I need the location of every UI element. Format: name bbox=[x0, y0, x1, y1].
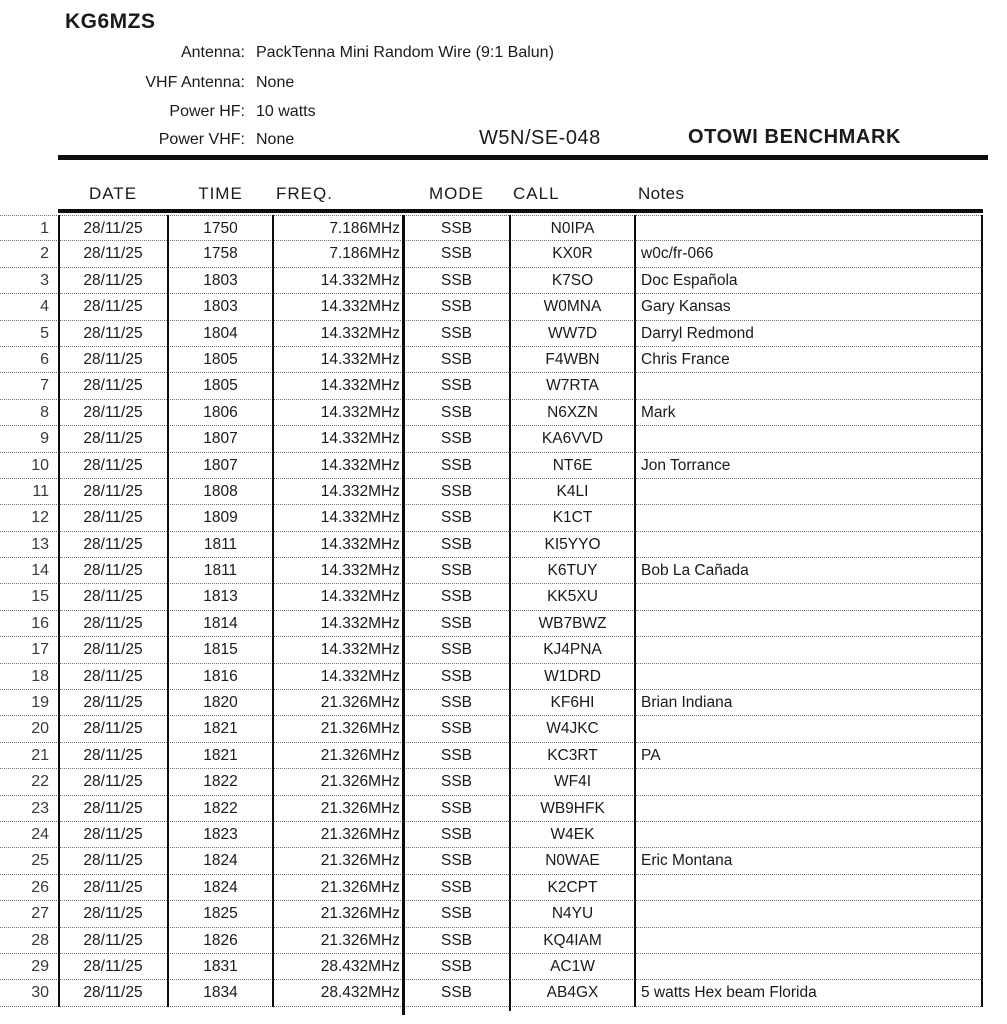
time-cell: 1807 bbox=[203, 430, 238, 448]
power-vhf-value: None bbox=[256, 131, 295, 148]
notes-cell bbox=[635, 505, 983, 530]
mode-call-separator bbox=[509, 215, 511, 1011]
time-cell: 1811 bbox=[203, 562, 238, 580]
date-cell: 28/11/25 bbox=[83, 667, 143, 685]
time-cell: 1824 bbox=[203, 852, 238, 870]
antenna-value: PackTenna Mini Random Wire (9:1 Balun) bbox=[256, 44, 554, 61]
date-cell: 28/11/25 bbox=[83, 535, 143, 553]
mode-cell: SSB bbox=[440, 298, 472, 316]
mode-cell: SSB bbox=[440, 931, 472, 949]
frequency-cell: 28.432MHz bbox=[320, 957, 400, 975]
log-table-row bbox=[0, 268, 983, 294]
mode-cell: SSB bbox=[440, 694, 472, 712]
row-number-cell: 30 bbox=[31, 984, 49, 1002]
callsign-cell: KJ4PNA bbox=[543, 641, 602, 659]
row-number-cell: 23 bbox=[31, 799, 49, 817]
notes-cell: 5 watts Hex beam Florida bbox=[641, 984, 817, 1002]
time-cell: 1823 bbox=[203, 825, 238, 843]
notes-cell: Mark bbox=[641, 403, 676, 421]
mode-cell: SSB bbox=[440, 403, 472, 421]
frequency-cell: 21.326MHz bbox=[320, 694, 400, 712]
log-table-row bbox=[0, 584, 983, 610]
mode-cell: SSB bbox=[440, 852, 472, 870]
date-cell: 28/11/25 bbox=[83, 350, 143, 368]
row-number-cell: 22 bbox=[31, 773, 49, 791]
notes-cell bbox=[635, 796, 983, 821]
row-number-cell: 16 bbox=[31, 614, 49, 632]
row-number-cell: 12 bbox=[31, 509, 49, 527]
time-cell: 1826 bbox=[203, 931, 238, 949]
callsign-cell: K7SO bbox=[551, 271, 594, 289]
date-cell: 28/11/25 bbox=[83, 878, 143, 896]
column-header-mode: MODE bbox=[429, 184, 484, 203]
time-cell: 1821 bbox=[203, 746, 238, 764]
callsign-cell: W0MNA bbox=[543, 298, 602, 316]
callsign-cell: K2CPT bbox=[547, 878, 598, 896]
info-row-power-vhf bbox=[0, 131, 294, 149]
log-table-row bbox=[0, 664, 983, 690]
date-cell: 28/11/25 bbox=[83, 773, 143, 791]
log-table-row bbox=[0, 769, 983, 795]
row-number-cell: 4 bbox=[40, 298, 49, 316]
date-cell: 28/11/25 bbox=[83, 588, 143, 606]
callsign-cell: KC3RT bbox=[547, 746, 598, 764]
callsign-cell: W4JKC bbox=[546, 720, 599, 738]
notes-cell: Bob La Cañada bbox=[641, 562, 749, 580]
notes-cell bbox=[635, 822, 983, 847]
mode-cell: SSB bbox=[440, 799, 472, 817]
row-number-cell: 14 bbox=[31, 562, 49, 580]
row-number-cell: 13 bbox=[31, 535, 49, 553]
notes-cell bbox=[635, 426, 983, 451]
mode-cell: SSB bbox=[440, 245, 472, 263]
row-number-cell: 18 bbox=[31, 667, 49, 685]
frequency-cell: 14.332MHz bbox=[320, 350, 400, 368]
notes-cell bbox=[635, 954, 983, 979]
freq-mode-separator bbox=[402, 215, 405, 1015]
log-table-row bbox=[0, 505, 983, 531]
callsign-cell: AC1W bbox=[550, 957, 595, 975]
row-number-cell: 1 bbox=[40, 220, 49, 237]
row-number-cell: 15 bbox=[31, 588, 49, 606]
notes-cell bbox=[635, 716, 983, 741]
row-number-cell: 19 bbox=[31, 694, 49, 712]
callsign-cell: N0IPA bbox=[550, 220, 595, 237]
header-divider-rule bbox=[58, 155, 988, 160]
row-number-cell: 28 bbox=[31, 931, 49, 949]
time-cell: 1803 bbox=[203, 298, 238, 316]
log-table-row bbox=[0, 426, 983, 452]
column-header-notes: Notes bbox=[638, 184, 685, 203]
log-table-row bbox=[0, 848, 983, 874]
log-table-row bbox=[0, 215, 983, 241]
mode-cell: SSB bbox=[440, 220, 472, 237]
frequency-cell: 21.326MHz bbox=[320, 799, 400, 817]
frequency-cell: 14.332MHz bbox=[320, 430, 400, 448]
callsign-cell: N0WAE bbox=[545, 852, 600, 870]
date-cell: 28/11/25 bbox=[83, 298, 143, 316]
mode-cell: SSB bbox=[440, 456, 472, 474]
date-cell: 28/11/25 bbox=[83, 220, 143, 237]
date-cell: 28/11/25 bbox=[83, 641, 143, 659]
notes-cell bbox=[635, 637, 983, 662]
date-cell: 28/11/25 bbox=[83, 403, 143, 421]
log-table-row bbox=[0, 980, 983, 1006]
log-table-row bbox=[0, 321, 983, 347]
row-number-cell: 2 bbox=[40, 245, 49, 263]
antenna-label: Antenna: bbox=[180, 44, 245, 61]
callsign-cell: WB7BWZ bbox=[538, 614, 607, 632]
time-cell: 1809 bbox=[203, 509, 238, 527]
log-table-row bbox=[0, 690, 983, 716]
callsign-cell: WB9HFK bbox=[540, 799, 605, 817]
frequency-cell: 14.332MHz bbox=[320, 482, 400, 500]
callsign-cell: K6TUY bbox=[547, 562, 598, 580]
frequency-cell: 14.332MHz bbox=[320, 271, 400, 289]
time-cell: 1816 bbox=[203, 667, 238, 685]
time-cell: 1822 bbox=[203, 799, 238, 817]
date-time-separator bbox=[167, 215, 169, 1007]
time-cell: 1834 bbox=[203, 984, 238, 1002]
time-cell: 1825 bbox=[203, 905, 238, 923]
date-cell: 28/11/25 bbox=[83, 430, 143, 448]
frequency-cell: 14.332MHz bbox=[320, 403, 400, 421]
callsign-cell: AB4GX bbox=[546, 984, 599, 1002]
time-cell: 1806 bbox=[203, 403, 238, 421]
row-number-cell: 6 bbox=[40, 350, 49, 368]
row-number-cell: 24 bbox=[31, 825, 49, 843]
log-table-row bbox=[0, 558, 983, 584]
frequency-cell: 21.326MHz bbox=[320, 720, 400, 738]
column-header-time: TIME bbox=[198, 184, 243, 203]
date-cell: 28/11/25 bbox=[83, 825, 143, 843]
notes-cell bbox=[635, 769, 983, 794]
notes-cell: PA bbox=[641, 746, 661, 764]
date-cell: 28/11/25 bbox=[83, 562, 143, 580]
vhf-antenna-label: VHF Antenna: bbox=[145, 74, 245, 91]
callsign-cell: K1CT bbox=[552, 509, 593, 527]
frequency-cell: 14.332MHz bbox=[320, 641, 400, 659]
date-cell: 28/11/25 bbox=[83, 746, 143, 764]
frequency-cell: 21.326MHz bbox=[320, 746, 400, 764]
time-cell: 1813 bbox=[203, 588, 238, 606]
time-freq-separator bbox=[272, 215, 274, 1007]
callsign-cell: N4YU bbox=[551, 905, 594, 923]
mode-cell: SSB bbox=[440, 350, 472, 368]
frequency-cell: 21.326MHz bbox=[320, 931, 400, 949]
callsign-cell: W4EK bbox=[550, 825, 595, 843]
frequency-cell: 21.326MHz bbox=[320, 852, 400, 870]
frequency-cell: 7.186MHz bbox=[329, 245, 400, 263]
callsign-cell: NT6E bbox=[552, 456, 593, 474]
row-number-cell: 3 bbox=[40, 271, 49, 289]
date-cell: 28/11/25 bbox=[83, 957, 143, 975]
call-notes-separator bbox=[634, 215, 636, 1007]
date-cell: 28/11/25 bbox=[83, 456, 143, 474]
date-cell: 28/11/25 bbox=[83, 324, 143, 342]
log-table-row bbox=[0, 611, 983, 637]
row-number-cell: 9 bbox=[40, 430, 49, 448]
date-cell: 28/11/25 bbox=[83, 377, 143, 395]
frequency-cell: 21.326MHz bbox=[320, 878, 400, 896]
mode-cell: SSB bbox=[440, 509, 472, 527]
notes-cell bbox=[635, 532, 983, 557]
row-number-cell: 21 bbox=[31, 746, 49, 764]
log-table-row bbox=[0, 822, 983, 848]
date-cell: 28/11/25 bbox=[83, 509, 143, 527]
date-cell: 28/11/25 bbox=[83, 614, 143, 632]
log-table-row bbox=[0, 373, 983, 399]
date-cell: 28/11/25 bbox=[83, 694, 143, 712]
notes-cell bbox=[635, 479, 983, 504]
date-cell: 28/11/25 bbox=[83, 799, 143, 817]
column-header-date: DATE bbox=[88, 184, 138, 203]
time-cell: 1805 bbox=[203, 377, 238, 395]
log-table-row bbox=[0, 637, 983, 663]
callsign-cell: W7RTA bbox=[546, 377, 599, 395]
log-table-row bbox=[0, 479, 983, 505]
frequency-cell: 14.332MHz bbox=[320, 614, 400, 632]
mode-cell: SSB bbox=[440, 720, 472, 738]
time-cell: 1821 bbox=[203, 720, 238, 738]
mode-cell: SSB bbox=[440, 535, 472, 553]
time-cell: 1805 bbox=[203, 350, 238, 368]
log-table-row bbox=[0, 954, 983, 980]
power-hf-value: 10 watts bbox=[256, 103, 316, 120]
callsign-cell: KF6HI bbox=[550, 694, 595, 712]
callsign-cell: F4WBN bbox=[545, 350, 600, 368]
info-row-power-hf bbox=[0, 103, 316, 121]
row-number-cell: 11 bbox=[32, 482, 49, 500]
mode-cell: SSB bbox=[440, 324, 472, 342]
mode-cell: SSB bbox=[440, 905, 472, 923]
date-cell: 28/11/25 bbox=[83, 931, 143, 949]
frequency-cell: 14.332MHz bbox=[320, 377, 400, 395]
operator-callsign: KG6MZS bbox=[65, 10, 156, 33]
row-number-cell: 20 bbox=[31, 720, 49, 738]
frequency-cell: 21.326MHz bbox=[320, 905, 400, 923]
notes-cell: Eric Montana bbox=[641, 852, 733, 870]
notes-cell bbox=[635, 216, 983, 240]
frequency-cell: 14.332MHz bbox=[320, 456, 400, 474]
notes-cell bbox=[635, 875, 983, 900]
mode-cell: SSB bbox=[440, 984, 472, 1002]
time-cell: 1750 bbox=[203, 220, 238, 237]
callsign-cell: W1DRD bbox=[544, 667, 601, 685]
mode-cell: SSB bbox=[440, 430, 472, 448]
notes-cell bbox=[635, 373, 983, 398]
log-table-row bbox=[0, 796, 983, 822]
mode-cell: SSB bbox=[440, 482, 472, 500]
mode-cell: SSB bbox=[440, 588, 472, 606]
log-table-row bbox=[0, 347, 983, 373]
time-cell: 1804 bbox=[203, 324, 238, 342]
time-cell: 1808 bbox=[203, 482, 238, 500]
info-row-antenna bbox=[0, 44, 554, 62]
notes-cell bbox=[635, 611, 983, 636]
time-cell: 1811 bbox=[203, 535, 238, 553]
log-table-body bbox=[0, 215, 983, 1007]
log-table-row bbox=[0, 241, 983, 267]
notes-cell: Brian Indiana bbox=[641, 694, 733, 712]
column-header-freq: FREQ. bbox=[276, 184, 333, 203]
notes-cell: w0c/fr-066 bbox=[641, 245, 714, 263]
callsign-cell: KA6VVD bbox=[541, 430, 604, 448]
log-table-row bbox=[0, 875, 983, 901]
mode-cell: SSB bbox=[440, 878, 472, 896]
date-cell: 28/11/25 bbox=[83, 852, 143, 870]
vhf-antenna-value: None bbox=[256, 74, 295, 91]
frequency-cell: 21.326MHz bbox=[320, 825, 400, 843]
notes-cell: Darryl Redmond bbox=[641, 324, 754, 342]
time-cell: 1758 bbox=[203, 245, 238, 263]
mode-cell: SSB bbox=[440, 562, 472, 580]
time-cell: 1820 bbox=[203, 694, 238, 712]
row-number-cell: 17 bbox=[31, 641, 49, 659]
frequency-cell: 14.332MHz bbox=[320, 588, 400, 606]
summit-name: OTOWI BENCHMARK bbox=[688, 126, 902, 148]
notes-cell bbox=[635, 928, 983, 953]
row-number-cell: 26 bbox=[31, 878, 49, 896]
callsign-cell: KK5XU bbox=[547, 588, 598, 606]
frequency-cell: 14.332MHz bbox=[320, 509, 400, 527]
frequency-cell: 7.186MHz bbox=[329, 220, 400, 237]
log-table-row bbox=[0, 532, 983, 558]
summit-reference: W5N/SE-048 bbox=[479, 127, 601, 149]
callsign-cell: WW7D bbox=[547, 324, 598, 342]
date-cell: 28/11/25 bbox=[83, 271, 143, 289]
mode-cell: SSB bbox=[440, 271, 472, 289]
notes-cell: Jon Torrance bbox=[641, 456, 731, 474]
callsign-cell: WF4I bbox=[553, 773, 592, 791]
log-table-row bbox=[0, 716, 983, 742]
table-header-rule bbox=[58, 209, 983, 213]
frequency-cell: 14.332MHz bbox=[320, 667, 400, 685]
mode-cell: SSB bbox=[440, 773, 472, 791]
date-cell: 28/11/25 bbox=[83, 720, 143, 738]
row-number-cell: 27 bbox=[31, 905, 49, 923]
date-cell: 28/11/25 bbox=[83, 984, 143, 1002]
mode-cell: SSB bbox=[440, 667, 472, 685]
frequency-cell: 14.332MHz bbox=[320, 562, 400, 580]
row-number-cell: 10 bbox=[31, 456, 49, 474]
mode-cell: SSB bbox=[440, 957, 472, 975]
date-cell: 28/11/25 bbox=[83, 245, 143, 263]
callsign-cell: KQ4IAM bbox=[543, 931, 602, 949]
row-number-cell: 5 bbox=[40, 324, 49, 342]
frequency-cell: 14.332MHz bbox=[320, 535, 400, 553]
frequency-cell: 28.432MHz bbox=[320, 984, 400, 1002]
time-cell: 1803 bbox=[203, 271, 238, 289]
time-cell: 1824 bbox=[203, 878, 238, 896]
notes-cell: Gary Kansas bbox=[641, 298, 731, 316]
table-left-border bbox=[58, 215, 60, 1007]
notes-cell bbox=[635, 584, 983, 609]
callsign-cell: KI5YYO bbox=[544, 535, 601, 553]
time-cell: 1822 bbox=[203, 773, 238, 791]
mode-cell: SSB bbox=[440, 377, 472, 395]
mode-cell: SSB bbox=[440, 746, 472, 764]
frequency-cell: 14.332MHz bbox=[320, 298, 400, 316]
time-cell: 1815 bbox=[203, 641, 238, 659]
frequency-cell: 14.332MHz bbox=[320, 324, 400, 342]
log-table-row bbox=[0, 743, 983, 769]
date-cell: 28/11/25 bbox=[83, 905, 143, 923]
time-cell: 1814 bbox=[203, 614, 238, 632]
info-row-vhf-antenna bbox=[0, 74, 294, 92]
power-vhf-label: Power VHF: bbox=[158, 131, 245, 148]
power-hf-label: Power HF: bbox=[169, 103, 245, 120]
callsign-cell: N6XZN bbox=[547, 403, 598, 421]
notes-cell bbox=[635, 901, 983, 926]
notes-cell: Chris France bbox=[641, 350, 730, 368]
log-table-row bbox=[0, 453, 983, 479]
mode-cell: SSB bbox=[440, 614, 472, 632]
row-number-cell: 7 bbox=[40, 377, 49, 395]
row-number-cell: 8 bbox=[40, 403, 49, 421]
log-table-row bbox=[0, 294, 983, 320]
log-table-row bbox=[0, 901, 983, 927]
column-header-call: CALL bbox=[513, 184, 560, 203]
row-number-cell: 29 bbox=[31, 957, 49, 975]
callsign-cell: K4LI bbox=[556, 482, 589, 500]
row-number-cell: 25 bbox=[31, 852, 49, 870]
frequency-cell: 21.326MHz bbox=[320, 773, 400, 791]
log-table-row bbox=[0, 928, 983, 954]
mode-cell: SSB bbox=[440, 641, 472, 659]
notes-cell: Doc Española bbox=[641, 271, 738, 289]
time-cell: 1831 bbox=[203, 957, 238, 975]
log-table-row bbox=[0, 400, 983, 426]
date-cell: 28/11/25 bbox=[83, 482, 143, 500]
time-cell: 1807 bbox=[203, 456, 238, 474]
notes-cell bbox=[635, 664, 983, 689]
mode-cell: SSB bbox=[440, 825, 472, 843]
callsign-cell: KX0R bbox=[552, 245, 593, 263]
table-right-border bbox=[981, 215, 983, 1007]
